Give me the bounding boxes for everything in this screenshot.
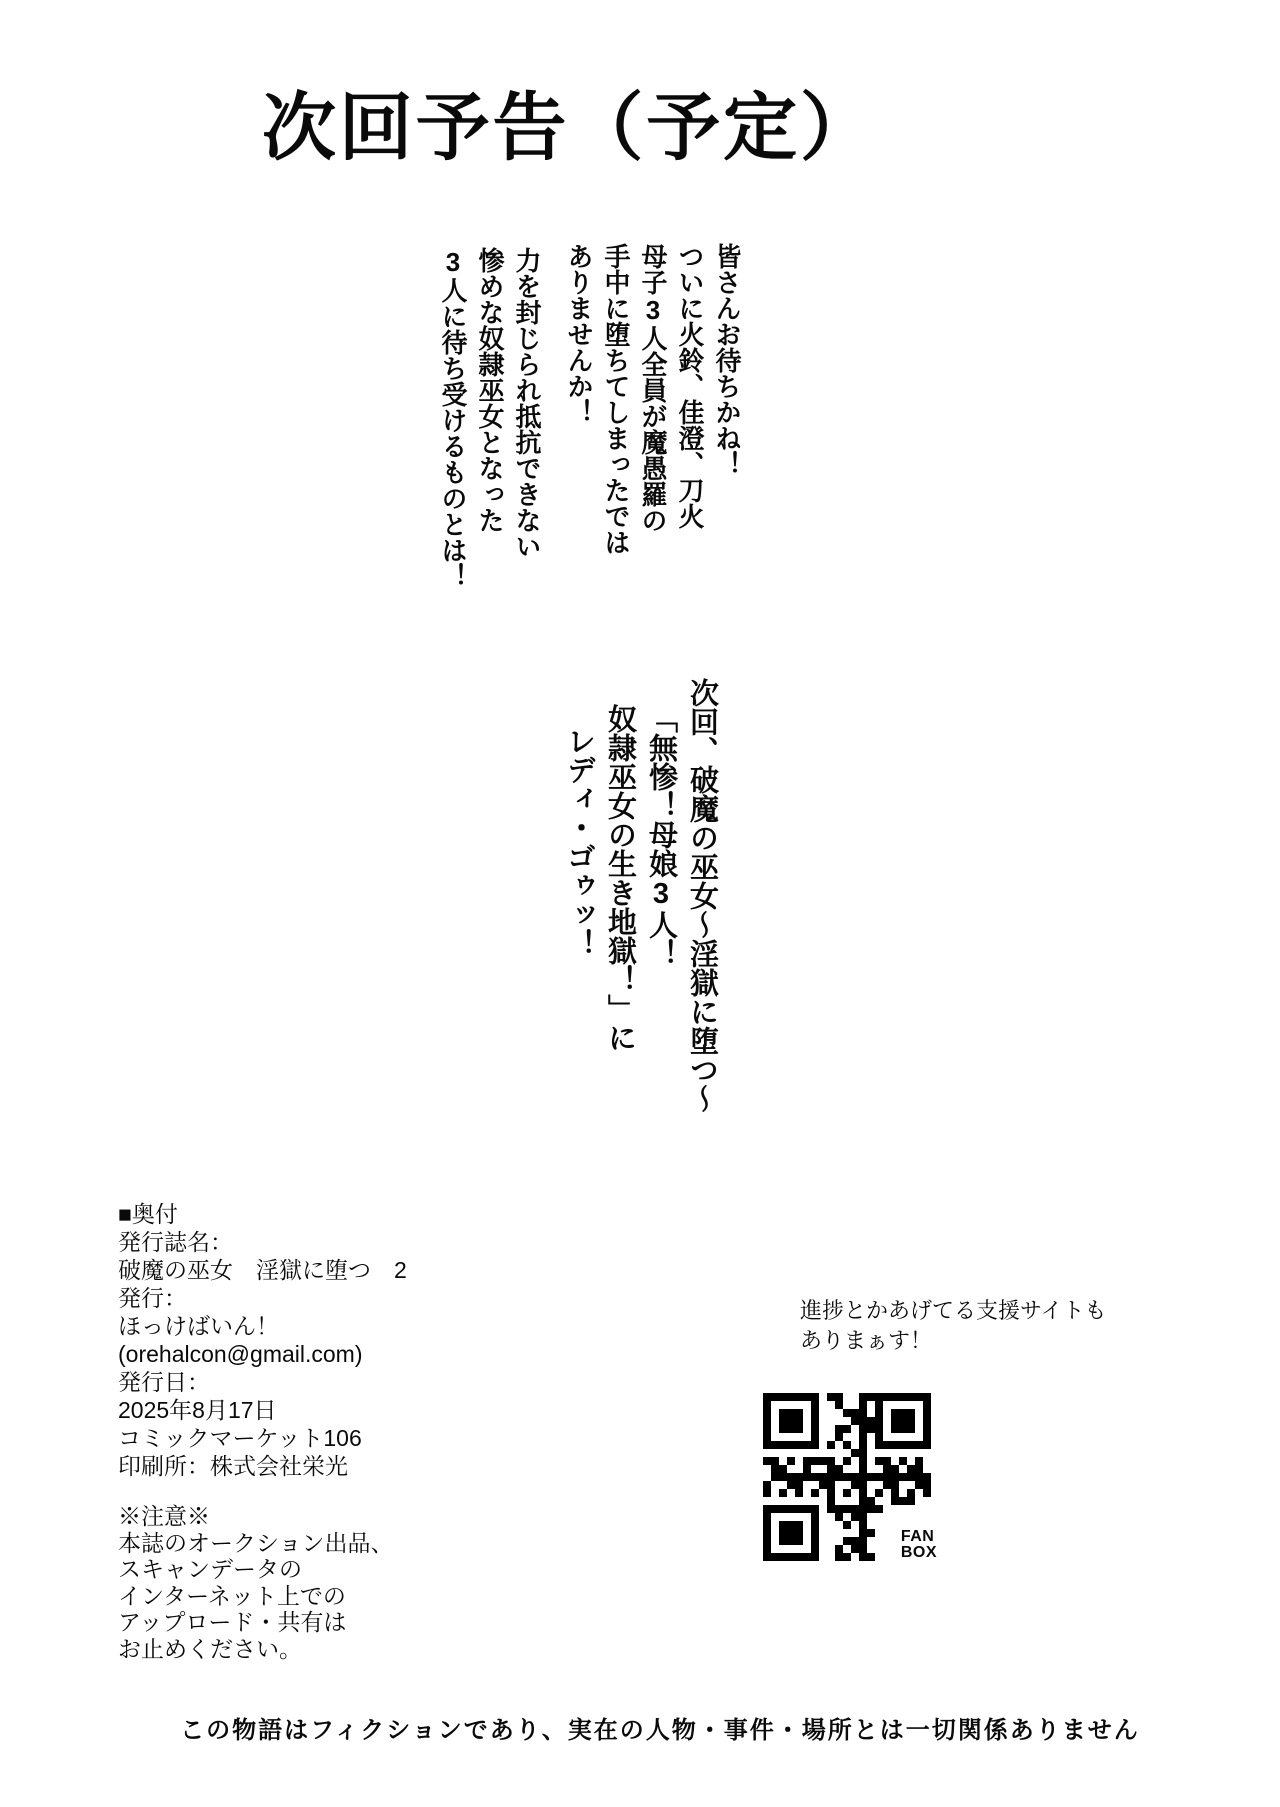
disclaimer: この物語はフィクションであり、実在の人物・事件・場所とは一切関係ありません — [180, 1717, 1140, 1744]
next-issue-line: レディ・ゴゥッ！ — [563, 726, 595, 958]
fanbox-label — [896, 1527, 937, 1561]
caution-block — [118, 1504, 394, 1663]
preview-intro-line: 手中に堕ちてしまったでは — [601, 243, 631, 555]
preview-intro-line: 皆さんお待ちかね！ — [712, 243, 742, 477]
colophon-line: 発行誌名： — [118, 1229, 233, 1255]
colophon-line: コミックマーケット106 — [118, 1425, 362, 1451]
colophon-line: 発行日： — [118, 1369, 210, 1395]
next-issue-title-block — [558, 678, 722, 1113]
caution-line: スキャンデータの — [118, 1557, 302, 1583]
preview-hook-line: 力を封じられ抵抗できない — [512, 247, 542, 559]
caution-line: アップロード・共有は — [118, 1610, 347, 1636]
support-site-note — [800, 1297, 1106, 1357]
colophon-heading: ■奥付 — [118, 1201, 178, 1227]
caution-line: インターネット上での — [118, 1583, 346, 1610]
support-site-line: ありまぁす！ — [800, 1329, 933, 1354]
fanbox-label-top: FAN — [900, 1528, 935, 1545]
preview-intro-line: ありませんか！ — [564, 243, 594, 425]
qr-code — [763, 1393, 937, 1561]
caution-line: お止めください。 — [118, 1636, 302, 1663]
preview-intro-block — [560, 243, 745, 555]
fanbox-label-bottom: BOX — [900, 1544, 937, 1561]
preview-hook-line: 3人に待ち受けるものとは！ — [438, 247, 468, 589]
colophon-line: 印刷所：株式会社栄光 — [118, 1453, 348, 1479]
caution-line: 本誌のオークション出品、 — [118, 1530, 394, 1557]
page-title: 次 回 予 告 （ 予 定 ） — [262, 85, 874, 171]
preview-hook-block — [434, 247, 545, 589]
next-issue-line: 「無惨！母娘3人！ — [645, 704, 677, 968]
colophon-line: ほっけばいん！ — [118, 1313, 279, 1339]
colophon-line: (orehalcon@gmail.com) — [118, 1341, 363, 1367]
colophon-line: 2025年8月17日 — [118, 1397, 277, 1423]
preview-intro-line: ついに火鈴、佳澄、刀火 — [675, 243, 705, 529]
next-issue-line: 次回、破魔の巫女～淫獄に堕つ～ — [686, 678, 718, 1113]
preview-intro-line: 母子3人全員が魔愚羅の — [638, 243, 668, 533]
preview-hook-line: 惨めな奴隷巫女となった — [475, 247, 505, 533]
caution-line: ※注意※ — [118, 1504, 210, 1530]
colophon-line: 破魔の巫女 淫獄に堕つ 2 — [118, 1257, 407, 1283]
colophon-block — [118, 1200, 407, 1480]
next-issue-line: 奴隷巫女の生き地獄！」に — [604, 704, 636, 1052]
colophon-line: 発行： — [118, 1285, 187, 1311]
support-site-line: 進捗とかあげてる支援サイトも — [800, 1299, 1107, 1324]
